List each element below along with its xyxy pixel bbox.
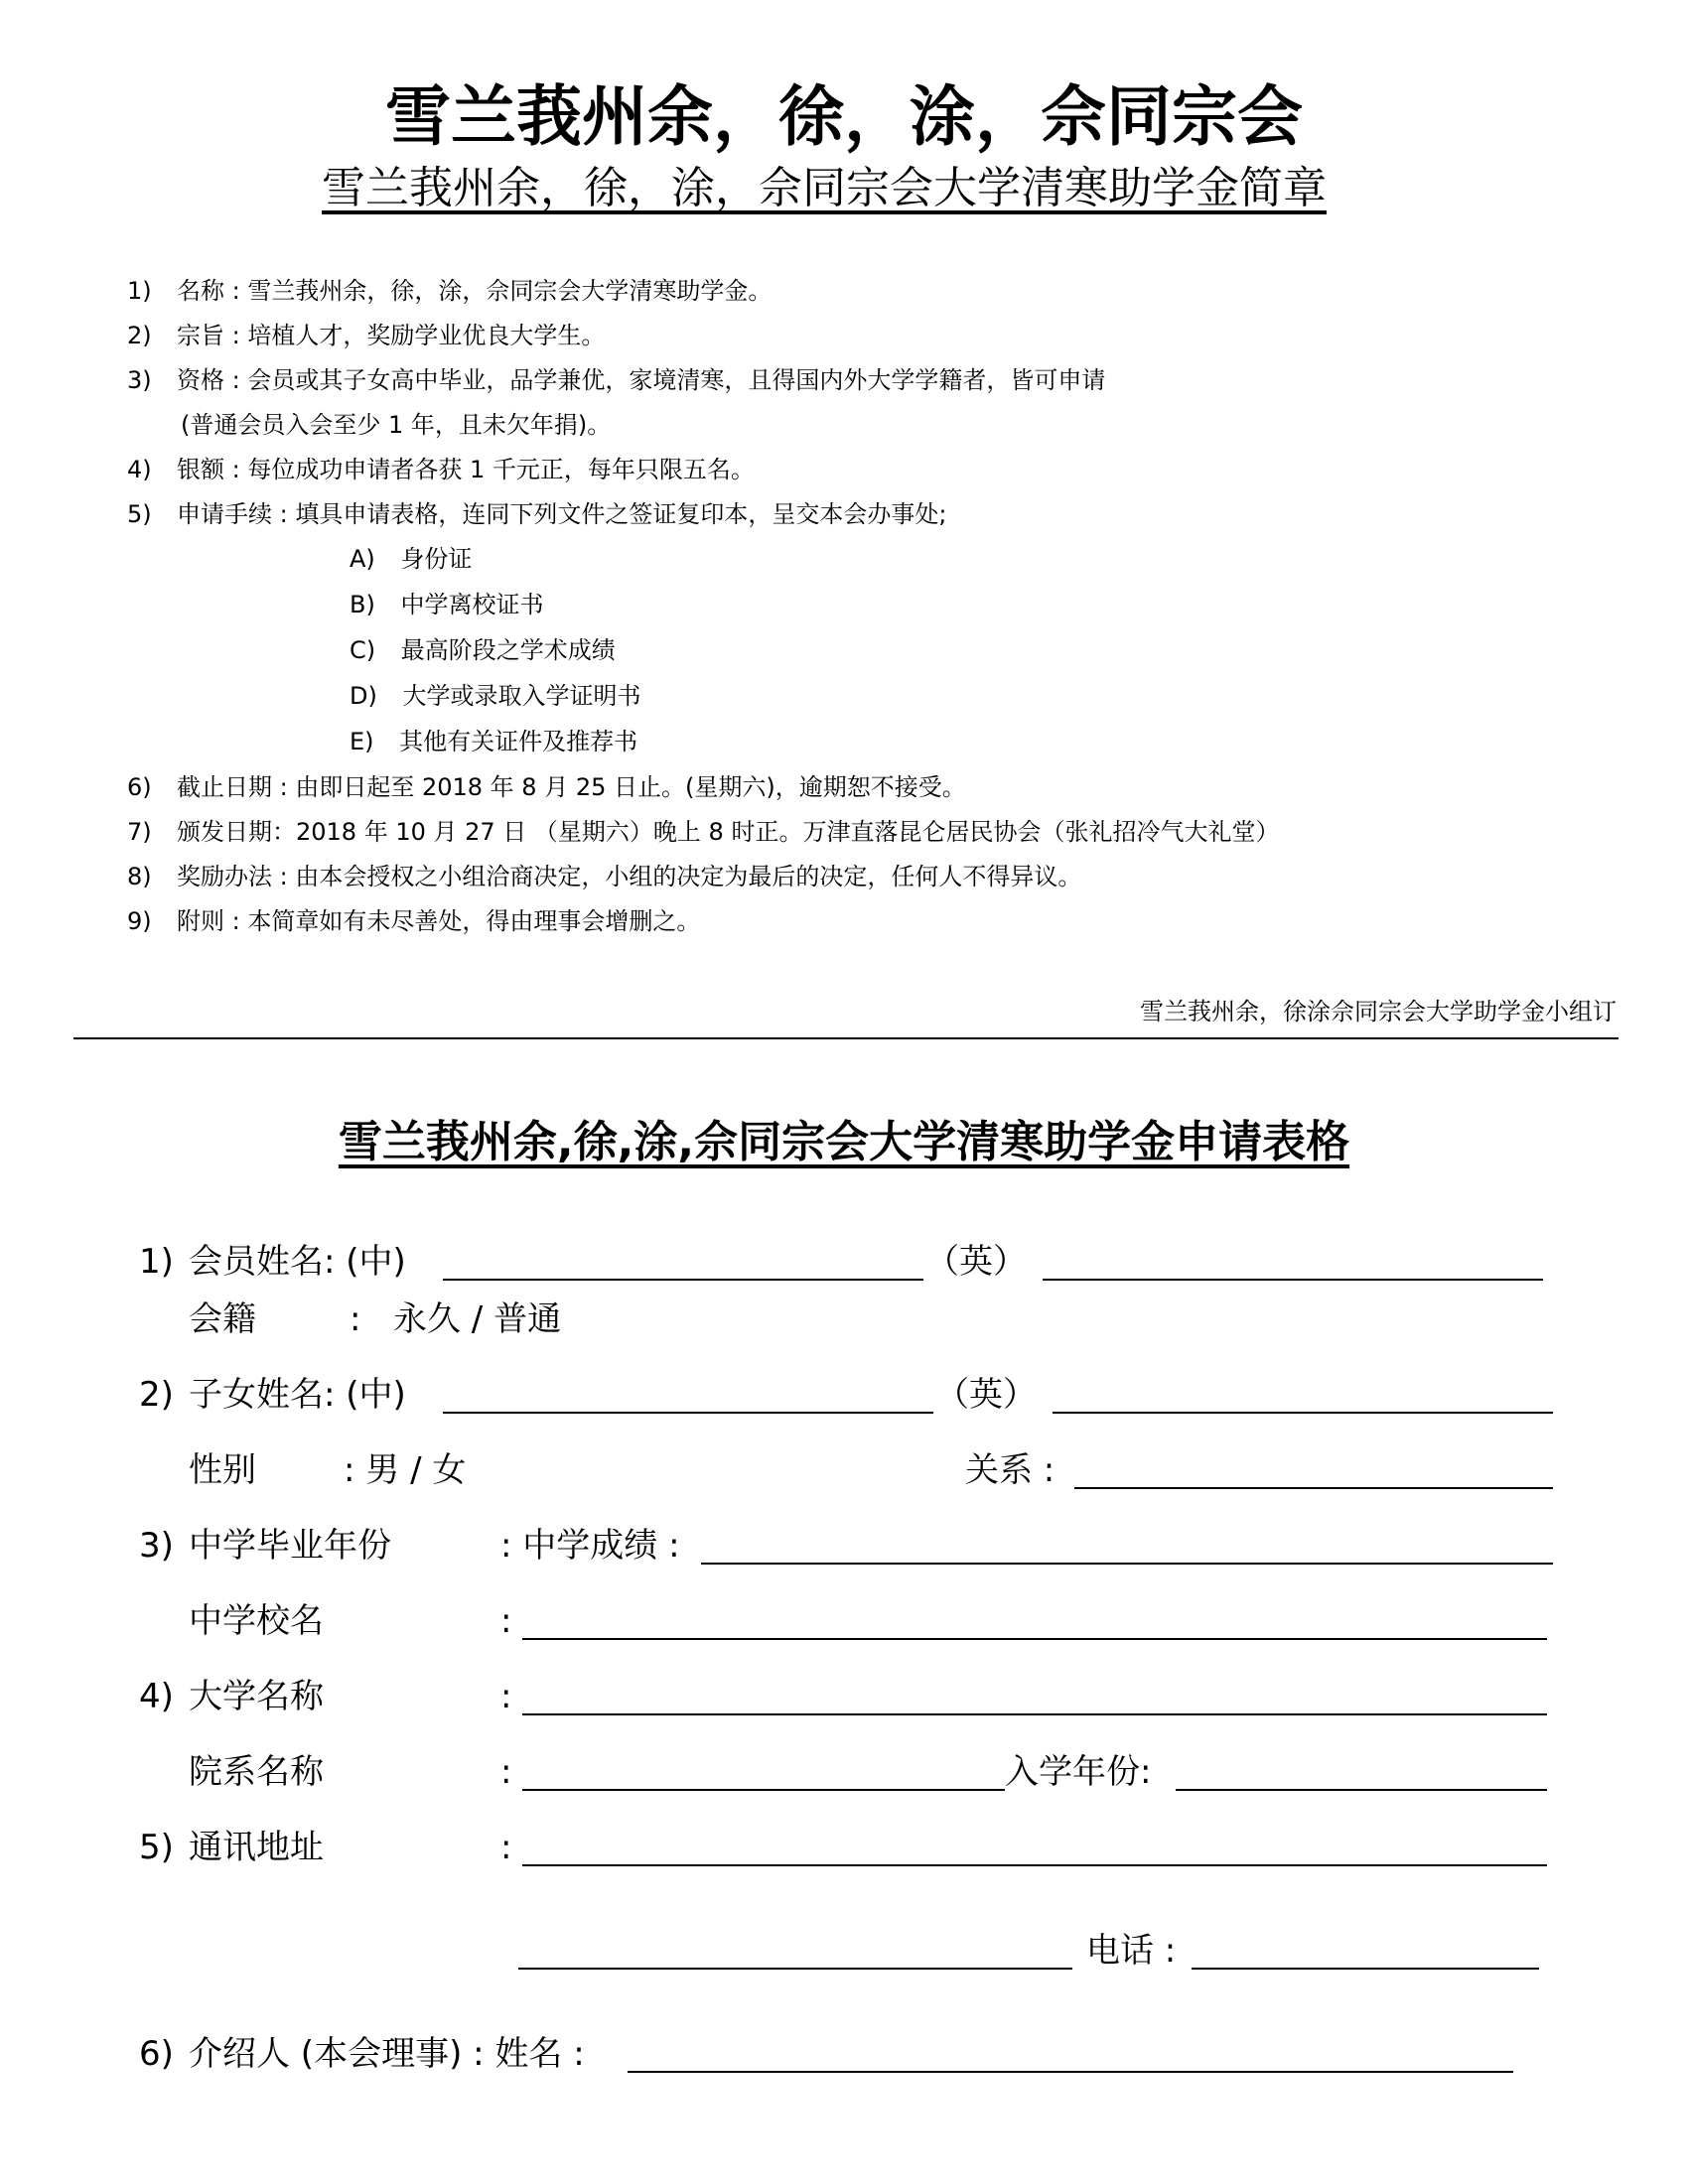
enroll-year-label: 入学年份: xyxy=(1005,1752,1152,1792)
university-label: 大学名称 xyxy=(189,1677,324,1716)
enroll-year-field[interactable] xyxy=(1176,1789,1547,1791)
document-item xyxy=(350,544,472,574)
document-item xyxy=(350,635,616,665)
school-field[interactable] xyxy=(522,1638,1547,1640)
member-name-chinese-field[interactable] xyxy=(443,1279,923,1281)
faculty-label: 院系名称 xyxy=(189,1752,324,1792)
document-item xyxy=(350,590,543,619)
rule-text: 银额 : 每位成功申请者各获 1 千元正，每年只限五名。 xyxy=(177,456,755,483)
document-letter: C) xyxy=(350,636,376,664)
item-number: 3) xyxy=(139,1526,174,1566)
child-name-english-label: （英） xyxy=(935,1375,1037,1415)
school-colon: : xyxy=(500,1601,512,1641)
rule-text: 名称 : 雪兰莪州余，徐，涂，佘同宗会大学清寒助学金。 xyxy=(177,277,773,305)
member-name-english-label: （英） xyxy=(925,1242,1027,1282)
document-text: 中学离校证书 xyxy=(400,591,544,618)
rules-subtitle: 雪兰莪州余，徐，涂，佘同宗会大学清寒助学金简章 xyxy=(322,163,1327,213)
item-number: 4) xyxy=(139,1677,174,1716)
faculty-colon: : xyxy=(500,1752,512,1792)
item-number: 2) xyxy=(139,1375,174,1415)
rule-number: 4) xyxy=(127,456,152,483)
university-colon: : xyxy=(500,1677,512,1716)
rule-number: 3) xyxy=(127,366,152,394)
item-number: 5) xyxy=(139,1828,174,1867)
rule-item xyxy=(127,862,1567,891)
member-name-label: 会员姓名: (中) xyxy=(189,1242,406,1282)
relation-label: 关系 : xyxy=(965,1450,1055,1490)
page-title: 雪兰莪州余，徐，涂，佘同宗会 xyxy=(385,78,1303,155)
phone-label: 电话 : xyxy=(1086,1931,1177,1971)
address-field-line-1[interactable] xyxy=(522,1864,1547,1866)
rule-item xyxy=(127,455,1567,484)
document-letter: D) xyxy=(350,682,377,710)
document-text: 最高阶段之学术成绩 xyxy=(400,636,616,664)
document-item xyxy=(350,727,637,756)
grade-label: : 中学成绩 : xyxy=(500,1526,680,1566)
child-name-label: 子女姓名: (中) xyxy=(189,1375,406,1415)
member-name-english-field[interactable] xyxy=(1043,1279,1543,1281)
referrer-name-field[interactable] xyxy=(628,2071,1513,2073)
rule-number: 8) xyxy=(127,863,152,890)
school-label: 中学校名 xyxy=(189,1601,324,1641)
rule-number: 5) xyxy=(127,500,152,528)
rule-text-continuation: (普通会员入会至少 1 年，且未欠年捐)。 xyxy=(181,411,612,439)
document-text: 身份证 xyxy=(400,545,473,573)
rule-item xyxy=(127,906,1567,936)
address-label: 通讯地址 xyxy=(189,1828,324,1867)
item-number: 1) xyxy=(139,1242,174,1282)
faculty-field[interactable] xyxy=(522,1789,1005,1791)
rule-text: 申请手续 : 填具申请表格，连同下列文件之签证复印本，呈交本会办事处; xyxy=(177,500,947,528)
document-letter: A) xyxy=(350,545,375,573)
relation-field[interactable] xyxy=(1074,1487,1553,1489)
rule-item xyxy=(127,772,1567,802)
university-field[interactable] xyxy=(522,1713,1547,1715)
gender-options[interactable]: : 男 / 女 xyxy=(344,1450,467,1490)
rule-text: 颁发日期：2018 年 10 月 27 日 （星期六）晚上 8 时正。万津直落昆仑居民协会（张礼招冷气大礼堂） xyxy=(177,818,1280,846)
rule-number: 6) xyxy=(127,773,152,801)
signoff: 雪兰莪州余，徐涂佘同宗会大学助学金小组订 xyxy=(1140,998,1617,1025)
rule-item xyxy=(127,499,1567,529)
document-text: 其他有关证件及推荐书 xyxy=(399,728,638,755)
referrer-label: 介绍人 (本会理事) : 姓名 : xyxy=(189,2034,585,2074)
rule-number: 2) xyxy=(127,322,152,349)
rule-item xyxy=(127,365,1567,395)
grade-field[interactable] xyxy=(701,1563,1553,1565)
document-item xyxy=(350,681,640,711)
child-name-chinese-field[interactable] xyxy=(443,1412,933,1414)
item-number: 6) xyxy=(139,2034,174,2074)
form-title: 雪兰莪州余,徐,涂,佘同宗会大学清寒助学金申请表格 xyxy=(338,1117,1350,1167)
rule-text: 资格 : 会员或其子女高中毕业，品学兼优，家境清寒，且得国内外大学学籍者，皆可申请 xyxy=(177,366,1106,394)
membership-options[interactable]: 永久 / 普通 xyxy=(393,1299,562,1339)
grad-year-label: 中学毕业年份 xyxy=(189,1526,391,1566)
rule-number: 7) xyxy=(127,818,152,846)
gender-label: 性别 xyxy=(189,1450,256,1490)
rule-item xyxy=(127,321,1567,350)
rule-text: 宗旨 : 培植人才，奖励学业优良大学生。 xyxy=(177,322,606,349)
section-divider xyxy=(73,1037,1618,1039)
rule-text: 附则 : 本简章如有未尽善处，得由理事会增删之。 xyxy=(177,907,701,935)
rule-text: 截止日期 : 由即日起至 2018 年 8 月 25 日止。(星期六)，逾期恕不接受。 xyxy=(177,773,966,801)
address-field-line-2[interactable] xyxy=(518,1968,1072,1970)
address-colon: : xyxy=(500,1828,512,1867)
document-letter: E) xyxy=(350,728,374,755)
document-text: 大学或录取入学证明书 xyxy=(402,682,641,710)
rule-text: 奖励办法 : 由本会授权之小组洽商决定，小组的决定为最后的决定，任何人不得异议。 xyxy=(177,863,1082,890)
rule-item xyxy=(127,817,1617,847)
child-name-english-field[interactable] xyxy=(1053,1412,1553,1414)
membership-label: 会籍 xyxy=(189,1299,256,1339)
phone-field[interactable] xyxy=(1192,1968,1539,1970)
rule-number: 1) xyxy=(127,277,152,305)
rule-number: 9) xyxy=(127,907,152,935)
rule-item xyxy=(127,276,1567,306)
document-letter: B) xyxy=(350,591,375,618)
membership-colon: : xyxy=(350,1299,361,1339)
